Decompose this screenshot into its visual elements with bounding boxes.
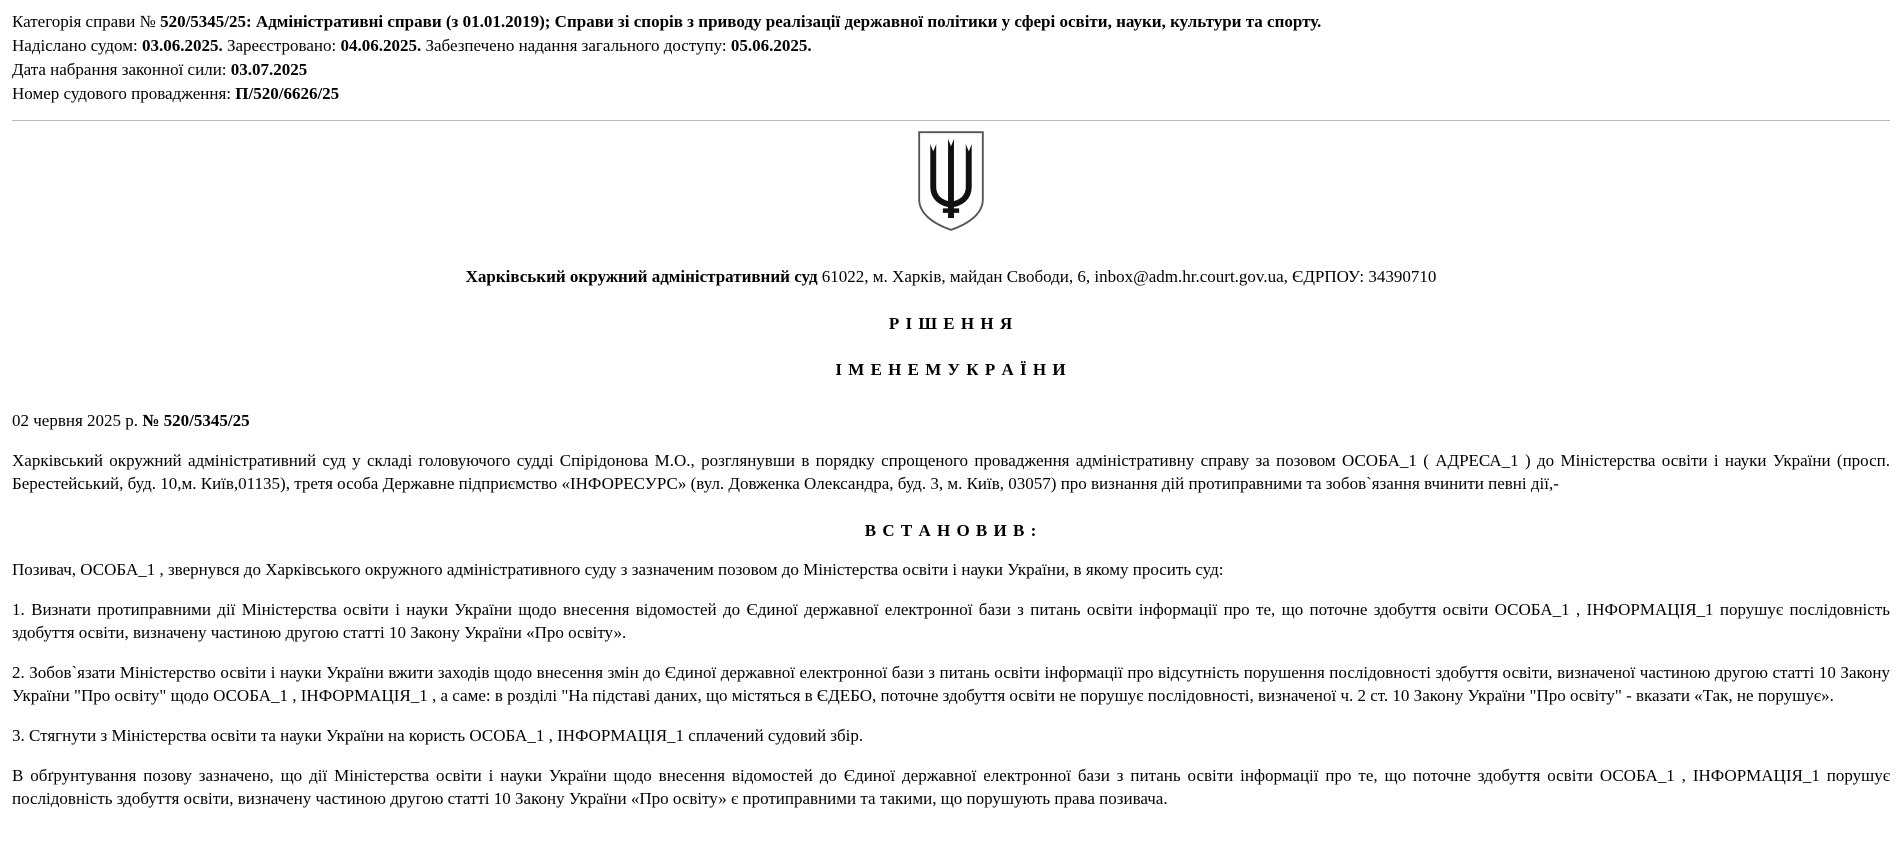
- in-the-name-of-ukraine-title: І М Е Н Е М У К Р А Ї Н И: [835, 360, 1067, 379]
- proceeding-number-line: [12, 82, 1890, 106]
- header-separator: [12, 120, 1890, 121]
- claim-item-2: 2. Зобов`язати Міністерство освіти і науки України вжити заходів щодо внесення змін до Єдиної державної електронної бази з питань освіти інформації про відсутність порушення послідовності здобуття освіти, визначеної частиною другою статті 10 Закону України "Про освіту" щодо ОСОБА_1 , ІНФОРМАЦІЯ_1 , а саме: в розділі "На підставі даних, що містяться в ЄДЕБО, поточне здобуття освіти не порушує послідовності, визначеної ч. 2 ст. 10 Закону України "Про освіту" - вказати «Так, не порушує».: [12, 663, 1890, 705]
- category-value: 520/5345/25: Адміністративні справи (з 01.01.2019); Справи зі спорів з приводу реалізації державної політики у сфері освіти, науки, культури та спорту.: [160, 12, 1322, 31]
- registered-label: Зареєстровано:: [226, 36, 337, 55]
- legal-force-label: Дата набрання законної сили:: [12, 60, 227, 79]
- registered-date: 04.06.2025.: [340, 36, 422, 55]
- established-heading: В С Т А Н О В И В :: [864, 521, 1038, 540]
- sent-date: 03.06.2025.: [141, 36, 223, 55]
- claim-item-3: 3. Стягнути з Міністерства освіти та науки України на користь ОСОБА_1 , ІНФОРМАЦІЯ_1 сплачений судовий збір.: [12, 726, 864, 745]
- paragraph-justification: В обґрунтування позову зазначено, що дії Міністерства освіти і науки України щодо внесення відомостей до Єдиної державної електронної бази з питань освіти інформації про те, що поточне здобуття освіти ОСОБА_1 , ІНФОРМАЦІЯ_1 порушує послідовність здобуття освіти, визначену частиною другою статті 10 Закону України «Про освіту» є протиправними та такими, що порушують права позивача.: [12, 766, 1890, 808]
- ukraine-trident-emblem-icon: [914, 129, 988, 233]
- decision-title: Р І Ш Е Н Н Я: [888, 314, 1014, 333]
- public-access-date: 05.06.2025.: [730, 36, 812, 55]
- legal-force-line: [12, 58, 1890, 82]
- legal-force-date: 03.07.2025: [230, 60, 308, 79]
- emblem-container: [12, 129, 1890, 238]
- category-label: Категорія справи №: [12, 12, 156, 31]
- proceeding-number-label: Номер судового провадження:: [12, 84, 232, 103]
- decision-date: 02 червня 2025 р.: [12, 411, 139, 430]
- paragraph-claim-intro: Позивач, ОСОБА_1 , звернувся до Харківського окружного адміністративного суду з зазначеним позовом до Міністерства освіти і науки України, в якому просить суд:: [12, 560, 1224, 579]
- court-address: 61022, м. Харків, майдан Свободи, 6, inbox@adm.hr.court.gov.ua, ЄДРПОУ: 34390710: [821, 267, 1437, 286]
- proceeding-number-value: П/520/6626/25: [235, 84, 340, 103]
- decision-date-line: [12, 410, 1890, 432]
- court-name: Харківський окружний адміністративний суд: [465, 267, 818, 286]
- case-number: № 520/5345/25: [142, 411, 250, 430]
- case-category-line: [12, 10, 1890, 34]
- paragraph-intro: Харківський окружний адміністративний суд у складі головуючого судді Спірідонова М.О., розглянувши в порядку спрощеного провадження адміністративну справу за позовом ОСОБА_1 ( АДРЕСА_1 ) до Міністерства освіти і науки України (просп. Берестейський, буд. 10,м. Київ,01135), третя особа Державне підприємство «ІНФОРЕСУРС» (вул. Довженка Олександра, буд. 3, м. Київ, 03057) про визнання дій протиправними та зобов`язання вчинити певні дії,-: [12, 451, 1890, 493]
- case-dates-line: [12, 34, 1890, 58]
- public-access-label: Забезпечено надання загального доступу:: [425, 36, 727, 55]
- claim-item-1: 1. Визнати протиправними дії Міністерства освіти і науки України щодо внесення відомостей до Єдиної державної електронної бази з питань освіти інформації про те, що поточне здобуття освіти ОСОБА_1 , ІНФОРМАЦІЯ_1 порушує послідовність здобуття освіти, визначену частиною другою статті 10 Закону України «Про освіту».: [12, 600, 1890, 642]
- sent-label: Надіслано судом:: [12, 36, 138, 55]
- case-meta-block: [12, 10, 1890, 106]
- court-header-line: [12, 266, 1890, 288]
